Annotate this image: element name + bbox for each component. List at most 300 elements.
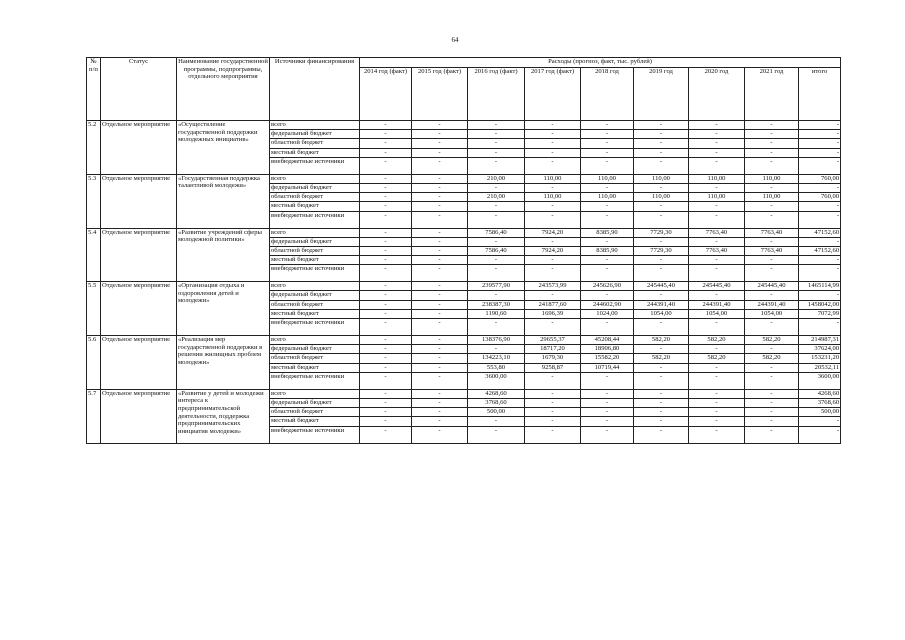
value-cell: - bbox=[412, 183, 468, 192]
value-cell: - bbox=[468, 148, 525, 157]
value-cell: - bbox=[412, 130, 468, 139]
value-cell: - bbox=[799, 130, 841, 139]
value-cell: - bbox=[689, 202, 745, 211]
value-cell: - bbox=[799, 265, 841, 282]
row-name: «Организация отдыха и оздоровления детей и молодежи» bbox=[177, 282, 270, 336]
value-cell: - bbox=[689, 389, 745, 398]
value-cell: - bbox=[799, 202, 841, 211]
value-cell: - bbox=[360, 228, 412, 237]
row-source: всего bbox=[270, 174, 360, 183]
row-number: 5.7 bbox=[87, 389, 101, 443]
value-cell: - bbox=[745, 291, 799, 300]
value-cell: 1024,00 bbox=[581, 309, 634, 318]
value-cell: - bbox=[360, 246, 412, 255]
value-cell: 760,00 bbox=[799, 174, 841, 183]
value-cell: 500,00 bbox=[799, 408, 841, 417]
value-cell: 3768,60 bbox=[799, 398, 841, 407]
value-cell: - bbox=[525, 237, 581, 246]
value-cell: 7586,40 bbox=[468, 246, 525, 255]
value-cell: - bbox=[581, 417, 634, 426]
value-cell: - bbox=[745, 426, 799, 443]
value-cell: - bbox=[412, 157, 468, 174]
value-cell: - bbox=[799, 417, 841, 426]
value-cell: 110,00 bbox=[634, 174, 689, 183]
value-cell: 244602,90 bbox=[581, 300, 634, 309]
value-cell: - bbox=[360, 130, 412, 139]
row-name: «Развитие у детей и молодежи интереса к предпринимательской деятельности, поддержка предпринимательских инициатив молодежи» bbox=[177, 389, 270, 443]
header-expenses: Расходы (прогноз, факт, тыс. рублей) bbox=[360, 58, 841, 68]
header-source: Источники финансирования bbox=[270, 58, 360, 121]
value-cell: 210,00 bbox=[468, 193, 525, 202]
value-cell: - bbox=[525, 408, 581, 417]
value-cell: - bbox=[689, 148, 745, 157]
value-cell: 582,20 bbox=[689, 336, 745, 345]
value-cell: - bbox=[412, 309, 468, 318]
value-cell: - bbox=[634, 408, 689, 417]
row-source: внебюджетные источники bbox=[270, 157, 360, 174]
value-cell: 582,20 bbox=[634, 336, 689, 345]
value-cell: - bbox=[581, 121, 634, 130]
value-cell: 8385,90 bbox=[581, 228, 634, 237]
value-cell: - bbox=[360, 363, 412, 372]
row-source: внебюджетные источники bbox=[270, 265, 360, 282]
value-cell: - bbox=[745, 363, 799, 372]
value-cell: 47152,60 bbox=[799, 246, 841, 255]
value-cell: - bbox=[799, 157, 841, 174]
budget-table bbox=[86, 57, 841, 444]
value-cell: - bbox=[360, 398, 412, 407]
table-row bbox=[87, 121, 841, 130]
table-row bbox=[87, 282, 841, 291]
value-cell: - bbox=[581, 408, 634, 417]
value-cell: - bbox=[468, 237, 525, 246]
value-cell: - bbox=[412, 336, 468, 345]
value-cell: 7924,20 bbox=[525, 246, 581, 255]
row-source: областной бюджет bbox=[270, 354, 360, 363]
header-year: 2021 год bbox=[745, 68, 799, 121]
value-cell: 110,00 bbox=[745, 193, 799, 202]
value-cell: 45208,44 bbox=[581, 336, 634, 345]
value-cell: - bbox=[360, 291, 412, 300]
value-cell: - bbox=[634, 139, 689, 148]
value-cell: - bbox=[468, 345, 525, 354]
value-cell: 7763,40 bbox=[745, 228, 799, 237]
value-cell: - bbox=[581, 157, 634, 174]
value-cell: - bbox=[581, 202, 634, 211]
value-cell: - bbox=[689, 372, 745, 389]
value-cell: - bbox=[581, 319, 634, 336]
value-cell: - bbox=[525, 139, 581, 148]
value-cell: 760,00 bbox=[799, 193, 841, 202]
value-cell: - bbox=[581, 211, 634, 228]
value-cell: - bbox=[689, 398, 745, 407]
value-cell: - bbox=[412, 237, 468, 246]
value-cell: - bbox=[525, 398, 581, 407]
value-cell: 7763,40 bbox=[745, 246, 799, 255]
table-row bbox=[87, 336, 841, 345]
value-cell: - bbox=[745, 183, 799, 192]
row-number: 5.2 bbox=[87, 121, 101, 175]
value-cell: - bbox=[799, 319, 841, 336]
value-cell: - bbox=[468, 319, 525, 336]
row-source: областной бюджет bbox=[270, 139, 360, 148]
value-cell: - bbox=[634, 237, 689, 246]
value-cell: - bbox=[360, 121, 412, 130]
row-source: всего bbox=[270, 282, 360, 291]
row-number: 5.5 bbox=[87, 282, 101, 336]
value-cell: - bbox=[745, 256, 799, 265]
row-source: внебюджетные источники bbox=[270, 211, 360, 228]
row-status: Отдельное мероприятие bbox=[101, 282, 177, 336]
row-name: «Развитие учреждений сферы молодежной политики» bbox=[177, 228, 270, 282]
value-cell: - bbox=[412, 228, 468, 237]
value-cell: 8385,90 bbox=[581, 246, 634, 255]
value-cell: - bbox=[468, 426, 525, 443]
row-number: 5.6 bbox=[87, 336, 101, 390]
row-status: Отдельное мероприятие bbox=[101, 174, 177, 228]
value-cell: - bbox=[745, 211, 799, 228]
value-cell: - bbox=[799, 183, 841, 192]
value-cell: - bbox=[689, 345, 745, 354]
value-cell: - bbox=[360, 174, 412, 183]
value-cell: 245445,40 bbox=[689, 282, 745, 291]
value-cell: 243573,99 bbox=[525, 282, 581, 291]
value-cell: 244391,40 bbox=[745, 300, 799, 309]
value-cell: 244391,40 bbox=[634, 300, 689, 309]
value-cell: - bbox=[412, 363, 468, 372]
value-cell: - bbox=[581, 265, 634, 282]
value-cell: - bbox=[468, 265, 525, 282]
value-cell: - bbox=[581, 398, 634, 407]
value-cell: 7924,20 bbox=[525, 228, 581, 237]
value-cell: - bbox=[525, 319, 581, 336]
row-number: 5.3 bbox=[87, 174, 101, 228]
value-cell: - bbox=[745, 148, 799, 157]
header-year: 2020 год bbox=[689, 68, 745, 121]
value-cell: 1696,39 bbox=[525, 309, 581, 318]
value-cell: - bbox=[412, 265, 468, 282]
value-cell: - bbox=[689, 363, 745, 372]
value-cell: - bbox=[689, 256, 745, 265]
value-cell: 7586,40 bbox=[468, 228, 525, 237]
value-cell: - bbox=[634, 372, 689, 389]
row-status: Отдельное мероприятие bbox=[101, 336, 177, 390]
row-status: Отдельное мероприятие bbox=[101, 121, 177, 175]
row-status: Отдельное мероприятие bbox=[101, 389, 177, 443]
value-cell: - bbox=[525, 121, 581, 130]
value-cell: - bbox=[634, 363, 689, 372]
value-cell: 7763,40 bbox=[689, 246, 745, 255]
value-cell: - bbox=[360, 237, 412, 246]
value-cell: 153231,20 bbox=[799, 354, 841, 363]
value-cell: - bbox=[634, 148, 689, 157]
value-cell: - bbox=[468, 211, 525, 228]
value-cell: - bbox=[360, 389, 412, 398]
value-cell: - bbox=[412, 256, 468, 265]
value-cell: - bbox=[689, 319, 745, 336]
value-cell: 1190,60 bbox=[468, 309, 525, 318]
row-source: местный бюджет bbox=[270, 363, 360, 372]
value-cell: - bbox=[581, 372, 634, 389]
value-cell: - bbox=[468, 157, 525, 174]
value-cell: - bbox=[689, 157, 745, 174]
value-cell: - bbox=[799, 237, 841, 246]
value-cell: 4268,60 bbox=[799, 389, 841, 398]
value-cell: 238387,30 bbox=[468, 300, 525, 309]
value-cell: - bbox=[412, 282, 468, 291]
value-cell: 7729,30 bbox=[634, 246, 689, 255]
row-source: внебюджетные источники bbox=[270, 372, 360, 389]
value-cell: 47152,60 bbox=[799, 228, 841, 237]
value-cell: - bbox=[412, 398, 468, 407]
table-body bbox=[87, 121, 841, 444]
value-cell: - bbox=[634, 319, 689, 336]
value-cell: - bbox=[799, 291, 841, 300]
value-cell: - bbox=[745, 372, 799, 389]
row-source: федеральный бюджет bbox=[270, 130, 360, 139]
value-cell: - bbox=[360, 157, 412, 174]
value-cell: 110,00 bbox=[525, 174, 581, 183]
value-cell: 553,80 bbox=[468, 363, 525, 372]
value-cell: 20532,11 bbox=[799, 363, 841, 372]
value-cell: - bbox=[745, 202, 799, 211]
value-cell: - bbox=[745, 265, 799, 282]
row-source: областной бюджет bbox=[270, 300, 360, 309]
value-cell: - bbox=[581, 291, 634, 300]
row-source: областной бюджет bbox=[270, 246, 360, 255]
value-cell: 214987,31 bbox=[799, 336, 841, 345]
header-year: 2014 год (факт) bbox=[360, 68, 412, 121]
row-source: местный бюджет bbox=[270, 202, 360, 211]
value-cell: - bbox=[745, 237, 799, 246]
row-source: областной бюджет bbox=[270, 408, 360, 417]
value-cell: - bbox=[689, 211, 745, 228]
page-number: 64 bbox=[451, 36, 459, 44]
value-cell: - bbox=[412, 121, 468, 130]
row-number: 5.4 bbox=[87, 228, 101, 282]
value-cell: - bbox=[468, 417, 525, 426]
value-cell: - bbox=[412, 174, 468, 183]
row-source: всего bbox=[270, 389, 360, 398]
row-source: местный бюджет bbox=[270, 417, 360, 426]
value-cell: - bbox=[412, 291, 468, 300]
value-cell: - bbox=[689, 183, 745, 192]
value-cell: - bbox=[799, 211, 841, 228]
value-cell: 1679,30 bbox=[525, 354, 581, 363]
value-cell: - bbox=[634, 389, 689, 398]
value-cell: - bbox=[412, 417, 468, 426]
row-source: федеральный бюджет bbox=[270, 183, 360, 192]
value-cell: - bbox=[525, 183, 581, 192]
value-cell: - bbox=[360, 372, 412, 389]
value-cell: - bbox=[360, 336, 412, 345]
header-name: Наименование государственной программы, подпрограммы, отдельного мероприятия bbox=[177, 58, 270, 121]
value-cell: - bbox=[799, 256, 841, 265]
value-cell: - bbox=[799, 121, 841, 130]
value-cell: - bbox=[634, 291, 689, 300]
row-source: федеральный бюджет bbox=[270, 237, 360, 246]
value-cell: - bbox=[525, 389, 581, 398]
value-cell: - bbox=[745, 398, 799, 407]
row-source: всего bbox=[270, 121, 360, 130]
value-cell: 29655,37 bbox=[525, 336, 581, 345]
value-cell: 18906,80 bbox=[581, 345, 634, 354]
value-cell: 245445,40 bbox=[745, 282, 799, 291]
value-cell: - bbox=[525, 372, 581, 389]
value-cell: - bbox=[412, 246, 468, 255]
table-row bbox=[87, 228, 841, 237]
value-cell: - bbox=[745, 345, 799, 354]
value-cell: 1054,00 bbox=[745, 309, 799, 318]
value-cell: - bbox=[412, 389, 468, 398]
value-cell: - bbox=[581, 389, 634, 398]
value-cell: - bbox=[360, 426, 412, 443]
value-cell: - bbox=[412, 300, 468, 309]
header-year: 2018 год bbox=[581, 68, 634, 121]
value-cell: - bbox=[360, 354, 412, 363]
value-cell: 582,20 bbox=[745, 336, 799, 345]
value-cell: 134223,10 bbox=[468, 354, 525, 363]
value-cell: - bbox=[360, 193, 412, 202]
value-cell: - bbox=[689, 291, 745, 300]
value-cell: - bbox=[360, 417, 412, 426]
value-cell: - bbox=[360, 319, 412, 336]
value-cell: 1458042,00 bbox=[799, 300, 841, 309]
value-cell: 245626,90 bbox=[581, 282, 634, 291]
value-cell: - bbox=[745, 389, 799, 398]
value-cell: - bbox=[412, 211, 468, 228]
value-cell: - bbox=[689, 417, 745, 426]
header-num: № п/п bbox=[87, 58, 101, 121]
value-cell: - bbox=[634, 265, 689, 282]
value-cell: - bbox=[634, 417, 689, 426]
value-cell: - bbox=[745, 319, 799, 336]
row-source: федеральный бюджет bbox=[270, 398, 360, 407]
value-cell: - bbox=[360, 256, 412, 265]
value-cell: 500,00 bbox=[468, 408, 525, 417]
value-cell: - bbox=[689, 426, 745, 443]
value-cell: - bbox=[360, 211, 412, 228]
value-cell: 210,00 bbox=[468, 174, 525, 183]
value-cell: - bbox=[360, 148, 412, 157]
table-row bbox=[87, 174, 841, 183]
value-cell: 3768,60 bbox=[468, 398, 525, 407]
row-source: всего bbox=[270, 336, 360, 345]
value-cell: - bbox=[634, 256, 689, 265]
value-cell: - bbox=[468, 121, 525, 130]
value-cell: - bbox=[745, 130, 799, 139]
value-cell: - bbox=[634, 202, 689, 211]
value-cell: - bbox=[689, 130, 745, 139]
row-source: внебюджетные источники bbox=[270, 426, 360, 443]
header-year: 2019 год bbox=[634, 68, 689, 121]
value-cell: - bbox=[412, 426, 468, 443]
value-cell: - bbox=[468, 139, 525, 148]
header-year: итого bbox=[799, 68, 841, 121]
value-cell: - bbox=[689, 408, 745, 417]
value-cell: - bbox=[634, 183, 689, 192]
value-cell: - bbox=[412, 202, 468, 211]
value-cell: 3600,00 bbox=[468, 372, 525, 389]
row-source: внебюджетные источники bbox=[270, 319, 360, 336]
value-cell: 138376,90 bbox=[468, 336, 525, 345]
value-cell: 582,20 bbox=[689, 354, 745, 363]
value-cell: 110,00 bbox=[581, 174, 634, 183]
value-cell: - bbox=[525, 256, 581, 265]
value-cell: 244391,40 bbox=[689, 300, 745, 309]
value-cell: - bbox=[581, 139, 634, 148]
value-cell: - bbox=[360, 202, 412, 211]
value-cell: - bbox=[799, 139, 841, 148]
value-cell: - bbox=[360, 265, 412, 282]
row-source: областной бюджет bbox=[270, 193, 360, 202]
value-cell: - bbox=[634, 121, 689, 130]
value-cell: 245445,40 bbox=[634, 282, 689, 291]
value-cell: - bbox=[745, 157, 799, 174]
value-cell: 7072,99 bbox=[799, 309, 841, 318]
value-cell: - bbox=[468, 291, 525, 300]
row-source: федеральный бюджет bbox=[270, 291, 360, 300]
value-cell: 9258,87 bbox=[525, 363, 581, 372]
value-cell: - bbox=[799, 148, 841, 157]
value-cell: - bbox=[689, 265, 745, 282]
value-cell: - bbox=[468, 183, 525, 192]
value-cell: 7729,30 bbox=[634, 228, 689, 237]
value-cell: 3600,00 bbox=[799, 372, 841, 389]
value-cell: - bbox=[360, 139, 412, 148]
row-source: федеральный бюджет bbox=[270, 345, 360, 354]
value-cell: - bbox=[525, 211, 581, 228]
value-cell: - bbox=[412, 193, 468, 202]
value-cell: - bbox=[525, 291, 581, 300]
value-cell: - bbox=[745, 417, 799, 426]
value-cell: - bbox=[634, 130, 689, 139]
value-cell: - bbox=[412, 148, 468, 157]
value-cell: 582,20 bbox=[634, 354, 689, 363]
value-cell: - bbox=[360, 300, 412, 309]
value-cell: - bbox=[581, 183, 634, 192]
row-source: местный бюджет bbox=[270, 148, 360, 157]
value-cell: 241877,60 bbox=[525, 300, 581, 309]
value-cell: 37624,00 bbox=[799, 345, 841, 354]
value-cell: - bbox=[581, 426, 634, 443]
value-cell: - bbox=[634, 345, 689, 354]
table-row bbox=[87, 389, 841, 398]
value-cell: - bbox=[412, 319, 468, 336]
value-cell: 15582,20 bbox=[581, 354, 634, 363]
value-cell: 110,00 bbox=[525, 193, 581, 202]
header-year: 2017 год (факт) bbox=[525, 68, 581, 121]
value-cell: 110,00 bbox=[634, 193, 689, 202]
value-cell: - bbox=[412, 372, 468, 389]
value-cell: - bbox=[525, 130, 581, 139]
value-cell: - bbox=[360, 345, 412, 354]
value-cell: - bbox=[360, 309, 412, 318]
value-cell: 1054,00 bbox=[689, 309, 745, 318]
value-cell: 1465114,99 bbox=[799, 282, 841, 291]
value-cell: - bbox=[581, 237, 634, 246]
value-cell: - bbox=[689, 121, 745, 130]
value-cell: - bbox=[525, 157, 581, 174]
row-source: всего bbox=[270, 228, 360, 237]
value-cell: 110,00 bbox=[689, 193, 745, 202]
value-cell: - bbox=[525, 148, 581, 157]
value-cell: - bbox=[634, 398, 689, 407]
header-year: 2016 год (факт) bbox=[468, 68, 525, 121]
value-cell: - bbox=[689, 139, 745, 148]
value-cell: 18717,20 bbox=[525, 345, 581, 354]
value-cell: - bbox=[581, 256, 634, 265]
